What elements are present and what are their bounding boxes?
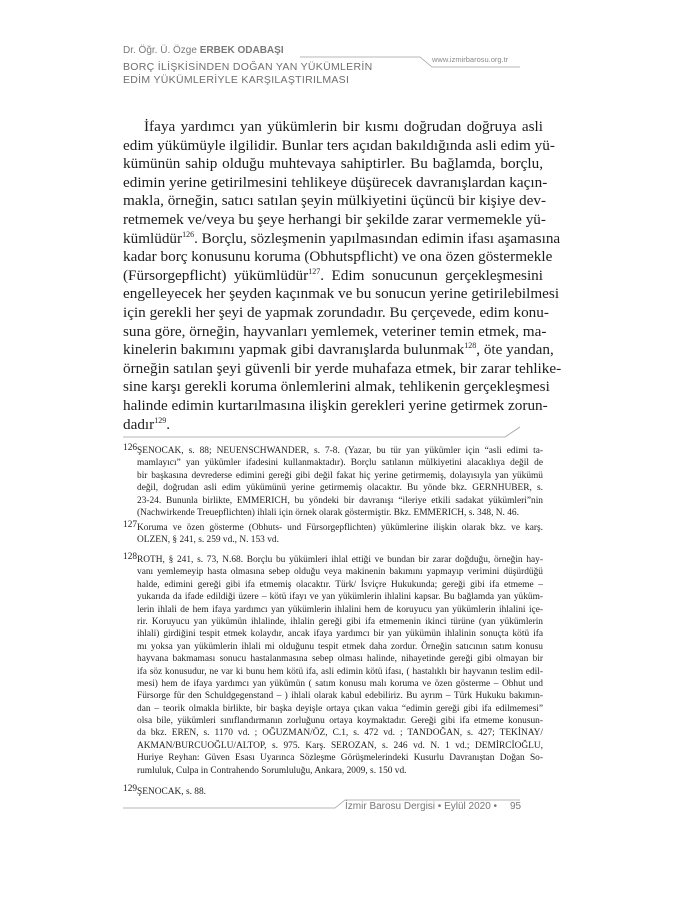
footnote-line: ROTH, § 241, s. 73, N.68. Borçlu bu yükümleri ihlal ettiği ve bundan bir zarar doğduğu, örneğin hay-	[137, 555, 543, 565]
footnote-text	[137, 554, 543, 777]
body-line	[123, 285, 560, 304]
footnote-line: vanı yemlemeyip hasta olmasına sebep olduğu veya makinenin bakımını yapmayıp verimini düşürdüğü	[137, 567, 543, 578]
footnote-text	[137, 786, 543, 798]
footnote-line: rir. Koruyucu yan yükümün ihlalinde, ihlalin gereği gibi ifa etmemenin ikinci türüne (yan yükümlerin	[137, 616, 543, 627]
footnote-line: ihlali) girdiğini tespit etmek kolaydır, ancak ifaya yardımcı bir yan yükümün ihlalinin sonuçta kötü ifa	[137, 629, 543, 640]
body-text: edimin yerine getirilmesini tehlikeye düşürecek davranışlardan kaçın-	[123, 173, 548, 191]
author-name	[123, 45, 284, 56]
footnote-line: hayvana bakmaması sonucu hastalanmasına sebep olması halinde, nihayetinde gereği gibi olmayan bir	[137, 654, 543, 665]
footnote-number: 128	[123, 552, 138, 562]
body-line	[123, 192, 547, 211]
body-line	[123, 118, 543, 137]
body-line	[123, 248, 553, 267]
footnote-line: değil, doğrudan asli edim yükümünü yerine getirmemiş olacaktır. Bu yönde bkz. GERNHUBER, s.	[137, 483, 543, 494]
journal-footer: İzmir Barosu Dergisi • Eylül 2020 •	[345, 801, 498, 812]
body-line	[123, 359, 562, 379]
body-text: için gerekli her şeyi de yapmak zorundadır. Bu çerçevede, edim konu-	[123, 303, 549, 321]
footnote-line: ŞENOCAK, s. 88; NEUENSCHWANDER, s. 7-8. (Yazar, bu tür yan yükümler için “asli edimi ta-	[137, 446, 543, 456]
body-text: kadar borç konusunu koruma (Obhutspflicht) ve ona özen göstermekle	[123, 248, 553, 266]
footnote-line: mı yoksa yan yükümlerin ihlali mi olduğunu tespit etmek daha zordur. Örneğin satıcının satım konusu	[137, 641, 543, 652]
body-text: , öte yandan,	[476, 341, 554, 359]
body-text: edim yükümüyle ilgilidir. Bunlar ters açıdan bakıldığında asli edim yü-	[123, 136, 555, 154]
footnote-line: ŞENOCAK, s. 88.	[137, 787, 207, 797]
body-line	[123, 155, 543, 174]
body-text: suna göre, örneğin, hayvanları yemlemek, veteriner temin etmek, ma-	[123, 322, 547, 340]
footnote-line: mamlayıcı” yan yükümler ifadesini kullanmaktadır). Borçlu satılanın mülkiyetini alacaklıya değil de	[137, 458, 543, 469]
body-line	[123, 210, 546, 230]
body-text: halinde edimin kurtarılmasına ilişkin gerekleri yerine getirmek zorun-	[123, 396, 548, 414]
footnote-number: 126	[123, 443, 138, 453]
footnote-line: OLZEN, § 241, s. 259 vd., N. 153 vd.	[137, 535, 279, 546]
body-text: kümünün sahip olduğu muhtevaya sahiptirler. Bu bağlamda, borçlu,	[123, 155, 543, 173]
body-text: kinelerin bakımını yapmak gibi davranışlarda bulunmak	[123, 341, 465, 359]
footnote-line: 23-24. Bununla birlikte, EMMERICH, bu yöndeki bir davranışı “ileriye etkili sadakat yükümleri”nin	[137, 495, 543, 506]
body-line	[123, 341, 554, 360]
footnote-ref: 126	[182, 229, 195, 239]
body-line	[123, 396, 548, 416]
body-paragraph	[123, 118, 562, 434]
footnote-126	[123, 445, 543, 519]
footnote-text	[137, 522, 543, 547]
body-text: retmemek ve/veya bu şeye herhangi bir şekilde zarar vermemekle yü-	[123, 210, 546, 228]
footnote-line: Huriye Reyhan: Güven Esası Uyarınca Sözleşme Görüşmelerindeki Kusurlu Davranıştan Doğan So-	[137, 753, 543, 764]
footnote-line: Koruma ve özen gösterme (Obhuts- und Fürsorgepflichten) yükümlerine ilişkin olarak bkz. ve karş.	[137, 523, 543, 533]
footnote-line: dan – teorik olmakla birlikte, bir başka deyişle ortaya çıkan vakıa “edimin gereği gibi ifa edilmemesi”	[137, 703, 543, 714]
footnote-line: mesi) hem de ifaya yardımcı yan yükümün ( satım konusu malı koruma ve özen gösterme – Obhut und	[137, 678, 543, 689]
body-line	[123, 378, 550, 397]
footnote-ref: 127	[308, 266, 321, 276]
body-text: engelleyecek her şeyden kaçınmak ve bu sonucun yerine getirilebilmesi	[123, 285, 560, 303]
footnote-line: AKMAN/BURCUOĞLU/ALTOP, s. 975. Karş. SEROZAN, s. 246 vd. N. 1 vd.; DEMİRCİOĞLU,	[137, 740, 543, 751]
article-title-line-1: BORÇ İLİŞKİSİNDEN DOĞAN YAN YÜKÜMLERİN	[123, 61, 373, 73]
footnote-number: 129	[123, 784, 138, 794]
article-title-line-2: EDİM YÜKÜMLERİYLE KARŞILAŞTIRILMASI	[123, 74, 350, 86]
footnote-line: halde, edimini gereği gibi ifa etmemiş olacaktır. Türk/ İsviçre Hukukunda; gereği gibi ifa etmeme –	[137, 579, 543, 590]
footnote-127	[123, 522, 543, 547]
body-text: (Fürsorgepflicht) yükümlüdür	[123, 266, 309, 284]
footnote-line: ifa söz konusudur, ne var ki bunu hem kötü ifa, asli edimin kötü ifası, ( hastalıklı bir hayvanın teslim edil-	[137, 666, 543, 677]
footnote-line: bir başkasına devrederse edimini gereği gibi değil fakat hiç yerine getirmemiş, dolayısıyla yan yükümü	[137, 470, 543, 481]
body-line	[123, 322, 547, 342]
website-url[interactable]: www.izmirbarosu.org.tr	[432, 55, 509, 64]
page-number: 95	[510, 801, 522, 812]
footnote-line: olsa bile, yükümleri sınıflandırmanın zorluğunu ortaya koymaktadır. Gereği gibi ifa etmeme konusun-	[137, 716, 543, 727]
body-line	[123, 416, 543, 435]
body-line	[123, 173, 548, 193]
footnote-129	[123, 786, 543, 798]
footnote-128	[123, 554, 543, 777]
footnote-ref: 128	[464, 341, 477, 351]
footnote-line: Fürsorge für den Schuldgegenstand – ) ihlali olarak kabul edebiliriz. Bu ayrım – Türk Hukuku bakımın-	[137, 691, 543, 702]
body-text: . Edim sonucunun gerçekleşmesini	[320, 266, 543, 284]
body-text: sine karşı gerekli koruma önlemlerini almak, tehlikenin gerçekleşmesi	[123, 378, 550, 396]
footnote-line: yukarıda da ifade edildiği üzere – kötü ifayı ve yan yükümlerin ihlalini kapsar. Bu bağlamda yan yüküm-	[137, 592, 543, 603]
body-text: dadır	[123, 415, 155, 433]
footnote-line: lerin ihlali de hem ifaya yardımcı yan yükümlerin ihlalini hem de koruyucu yan yükümlerin ihlalini içe-	[137, 604, 543, 615]
author-surname: ERBEK ODABAŞI	[199, 45, 284, 56]
body-text: . Borçlu, sözleşmenin yapılmasından edimin ifası aşamasına	[194, 229, 561, 247]
footnote-line: (Nachwirkende Treuepflichten) ihlali için örnek olarak göstermiştir. Bkz. EMMERICH, s. 348, N. 46.	[137, 507, 519, 518]
body-text: .	[166, 415, 171, 433]
body-text: kümlüdür	[123, 229, 183, 247]
body-line	[123, 267, 543, 286]
footnote-line: da bkz. EREN, s. 1170 vd. ; OĞUZMAN/ÖZ, C.1, s. 472 vd. ; TANDOĞAN, s. 427; TEKİNAY/	[137, 728, 543, 739]
body-text: makla, örneğin, satıcı satılan şeyin mülkiyetini üçüncü bir kişiye dev-	[123, 192, 547, 210]
footnote-line: rumluluk, Culpa in Contrahendo Sorumluluğu, Ankara, 2009, s. 150 vd.	[137, 765, 407, 776]
body-line	[123, 136, 555, 156]
author-prefix: Dr. Öğr. Ü. Özge	[123, 45, 200, 56]
footnote-ref: 129	[154, 415, 167, 425]
footnote-text	[137, 445, 543, 519]
body-line	[123, 229, 561, 249]
body-line	[123, 303, 549, 323]
body-text: örneğin satılan şeyi güvenli bir yerde muhafaza etmek, bir zarar tehlike-	[123, 359, 562, 377]
footnote-number: 127	[123, 520, 138, 530]
body-text: İfaya yardımcı yan yükümlerin bir kısmı doğrudan doğruya asli	[144, 118, 543, 135]
